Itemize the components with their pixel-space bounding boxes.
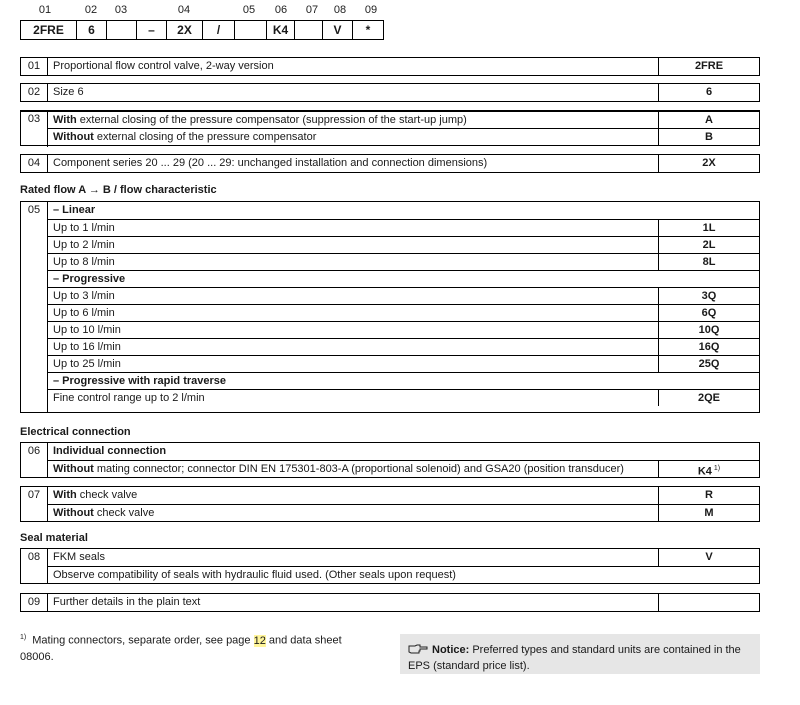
table-row <box>21 155 759 172</box>
table-row <box>21 111 759 128</box>
position-number: 08 <box>333 4 347 16</box>
option-table-09 <box>20 593 760 612</box>
table-row <box>48 287 759 304</box>
row-description: Up to 8 l/min <box>48 254 659 270</box>
row-code: B <box>705 131 713 143</box>
table-row <box>48 549 759 566</box>
section-title-seal: Seal material <box>20 532 88 544</box>
emphasis-text: Without <box>53 131 94 143</box>
row-code: 8L <box>702 256 716 268</box>
table-row <box>48 202 759 219</box>
row-description: Fine control range up to 2 l/min <box>48 390 659 406</box>
table-row <box>21 84 759 101</box>
row-code: 2L <box>702 239 716 251</box>
description-text: external closing of the pressure compensator (suppression of the start-up jump) <box>76 114 467 126</box>
table-row <box>48 219 759 236</box>
position-number: 07 <box>305 4 319 16</box>
subgroup-title: – Linear <box>53 204 96 216</box>
code-cell: – <box>137 21 167 39</box>
row-code: M <box>704 507 714 519</box>
row-description <box>48 461 659 477</box>
table-row <box>48 460 759 477</box>
subgroup-title: – Progressive with rapid traverse <box>53 375 227 387</box>
row-code: 25Q <box>698 358 720 370</box>
row-description: Up to 3 l/min <box>48 288 659 304</box>
table-row <box>48 236 759 253</box>
row-description <box>48 129 659 145</box>
code-cell: 2FRE <box>21 21 77 39</box>
row-code: 6 <box>705 86 713 98</box>
row-number: 05 <box>21 202 48 412</box>
row-number: 08 <box>21 549 48 583</box>
table-row <box>21 594 759 611</box>
table-row <box>21 58 759 75</box>
table-row <box>48 487 759 504</box>
row-number: 06 <box>21 443 48 477</box>
row-description <box>48 505 659 521</box>
table-row <box>48 338 759 355</box>
footnote-text: Mating connectors, separate order, see page <box>32 634 254 647</box>
table-row <box>48 304 759 321</box>
position-number: 04 <box>177 4 191 16</box>
row-number: 09 <box>21 594 48 611</box>
position-number: 01 <box>38 4 52 16</box>
table-row <box>48 443 759 460</box>
row-number: 07 <box>21 487 48 521</box>
seal-rows <box>48 549 759 583</box>
subgroup-title: – Progressive <box>53 273 126 285</box>
notice-box <box>400 634 760 674</box>
row-code <box>659 594 759 611</box>
row-description: Up to 10 l/min <box>48 322 659 338</box>
row-code: 2QE <box>697 392 720 404</box>
row-code: 1L <box>702 222 716 234</box>
description-text: mating connector; connector DIN EN 175301-803-A (proportional solenoid) and GSA20 (position transducer) <box>93 463 624 475</box>
row-number: 01 <box>21 58 48 75</box>
row-description: Up to 16 l/min <box>48 339 659 355</box>
code-cell: V <box>323 21 353 39</box>
footnote-text: and data sheet 08006. <box>20 634 342 663</box>
table-row <box>48 566 759 583</box>
position-number: 03 <box>114 4 128 16</box>
check-valve-rows <box>48 487 759 521</box>
footnote-mark: 1) <box>20 634 27 641</box>
position-number: 09 <box>364 4 378 16</box>
row-code: 6Q <box>701 307 717 319</box>
subgroup-title: Individual connection <box>53 445 167 457</box>
position-number: 02 <box>84 4 98 16</box>
code-cell <box>295 21 323 39</box>
option-table-01 <box>20 57 760 76</box>
row-description: FKM seals <box>48 549 659 566</box>
code-cell: / <box>203 21 235 39</box>
section-title-rated-flow: Rated flow A → B / flow characteristic <box>20 184 217 196</box>
row-description: Up to 1 l/min <box>48 220 659 236</box>
code-cell: 6 <box>77 21 107 39</box>
table-row <box>48 270 759 287</box>
description-text: external closing of the pressure compensator <box>93 131 317 143</box>
option-table-04 <box>20 154 760 173</box>
code-cell: K4 <box>267 21 295 39</box>
row-code: 16Q <box>698 341 720 353</box>
row-description: Up to 25 l/min <box>48 356 659 372</box>
page-link[interactable]: 12 <box>253 634 266 647</box>
option-table-03 <box>20 110 760 146</box>
row-description: Up to 2 l/min <box>48 237 659 253</box>
row-number: 04 <box>21 155 48 172</box>
section-title-electrical: Electrical connection <box>20 426 131 438</box>
row-description: Proportional flow control valve, 2-way version <box>48 58 659 75</box>
row-code: 2FRE <box>694 60 724 72</box>
description-text: check valve <box>76 489 138 501</box>
position-number: 06 <box>274 4 288 16</box>
row-number: 03 <box>21 111 48 147</box>
option-table-02 <box>20 83 760 102</box>
row-description <box>48 112 659 128</box>
emphasis-text: Without <box>53 463 94 475</box>
option-table-07 <box>20 486 760 522</box>
description-text: check valve <box>93 507 155 519</box>
row-description: Component series 20 ... 29 (20 ... 29: unchanged installation and connection dimensions) <box>48 155 659 172</box>
row-code: 3Q <box>701 290 717 302</box>
emphasis-text: With <box>53 114 77 126</box>
option-table-08 <box>20 548 760 584</box>
table-row <box>48 504 759 521</box>
emphasis-text: With <box>53 489 77 501</box>
pointing-hand-icon <box>408 644 428 654</box>
table-row <box>48 321 759 338</box>
table-row <box>48 253 759 270</box>
electrical-rows <box>48 443 759 477</box>
code-cell <box>107 21 137 39</box>
row-code: R <box>705 489 713 501</box>
row-code: A <box>705 114 713 126</box>
ordering-code-strip <box>20 20 384 40</box>
code-cell <box>235 21 267 39</box>
code-value: K4 <box>697 465 712 478</box>
notice-label: Notice: <box>432 644 470 656</box>
footnote-reference: 1) <box>713 465 721 472</box>
option-table-05 <box>20 201 760 413</box>
footnote <box>20 630 360 665</box>
row-description: Up to 6 l/min <box>48 305 659 321</box>
row-description <box>48 487 659 504</box>
option-table-06 <box>20 442 760 478</box>
row-code: V <box>705 551 713 563</box>
table-row <box>48 128 759 145</box>
row-number: 02 <box>21 84 48 101</box>
row-code: 10Q <box>698 324 720 336</box>
position-number: 05 <box>242 4 256 16</box>
code-cell: 2X <box>167 21 203 39</box>
row-note: Observe compatibility of seals with hydraulic fluid used. (Other seals upon request) <box>53 569 456 581</box>
table-row <box>48 355 759 372</box>
code-cell: * <box>365 23 371 37</box>
row-description: Further details in the plain text <box>48 594 659 611</box>
emphasis-text: Without <box>53 507 94 519</box>
row-code: 2X <box>702 157 716 169</box>
notice-text: Preferred types and standard units are contained in the EPS (standard price list). <box>408 644 741 672</box>
table-row <box>48 389 759 406</box>
table-row <box>48 372 759 389</box>
row-description: Size 6 <box>48 84 659 101</box>
rated-flow-rows <box>48 202 759 406</box>
row-code <box>659 461 759 477</box>
